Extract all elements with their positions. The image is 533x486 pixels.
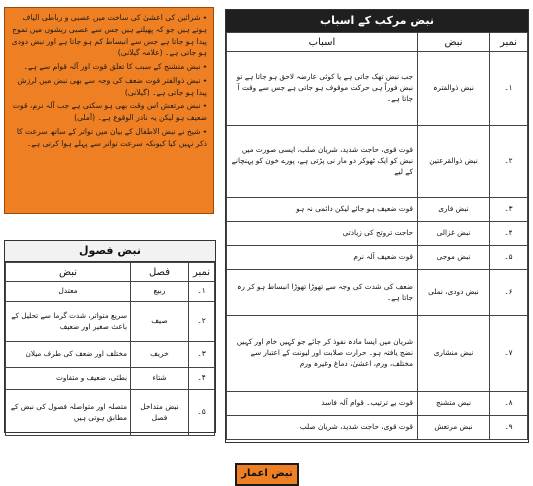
header-number: نمبر bbox=[490, 33, 528, 52]
row-pulse: نبض دودی، نملی bbox=[418, 270, 490, 316]
compound-pulse-table bbox=[225, 9, 529, 443]
season-pulse-grid bbox=[5, 262, 215, 436]
row-pulse: نبض متشنج bbox=[418, 392, 490, 416]
row-causes: قوت ضعیف ہو جائے لیکن دائمی نہ ہو bbox=[227, 198, 418, 222]
row-season: خریف bbox=[131, 342, 189, 368]
note-paragraph: ٭ نبض ذوالفتر قوت ضعف کی وجہ سے بھی نبض میں لرزش پیدا ہو جاتی ہے۔ (گیلانی) bbox=[17, 75, 207, 97]
compound-pulse-grid bbox=[226, 32, 528, 440]
header-causes: اسباب bbox=[227, 33, 418, 52]
row-causes: قوت ضعیف آلہ نرم bbox=[227, 246, 418, 270]
row-pulse: نبض غزالی bbox=[418, 222, 490, 246]
row-causes: جب نبض تھک جاتی ہے یا کوئی عارضہ لاحق ہو جاتا ہے تو نبض فوراً ہی حرکت موقوف ہو جاتی ہے جس سے وقت آ جاتا ہے۔ bbox=[227, 52, 418, 126]
row-pulse: نبض موجی bbox=[418, 246, 490, 270]
header-row bbox=[227, 33, 528, 52]
table-row bbox=[6, 368, 215, 390]
row-number: ۵۔ bbox=[189, 390, 215, 436]
note-paragraph: ٭ نبض متشنج کے سبب کا تعلق قوت اور آلہ قوام سے ہے۔ bbox=[23, 62, 207, 72]
season-table-title: نبض فصول bbox=[5, 241, 215, 262]
table-title: نبض مرکب کے اسباب bbox=[226, 10, 528, 32]
row-number: ۲۔ bbox=[490, 126, 528, 198]
row-pulse: معتدل bbox=[6, 282, 131, 302]
row-pulse: سریع متواتر، شدت گرما سے تحلیل کے باعث صغیر اور ضعیف bbox=[6, 302, 131, 342]
row-pulse: نبض ذوالفترہ bbox=[418, 52, 490, 126]
row-season: نبض متداخل فصل bbox=[131, 390, 189, 436]
table-row bbox=[227, 126, 528, 198]
table-row bbox=[227, 316, 528, 392]
table-row bbox=[227, 198, 528, 222]
table-row bbox=[6, 282, 215, 302]
row-number: ۳۔ bbox=[490, 198, 528, 222]
note-paragraph: ٭ شیخ نے نبض الاطفال کے بیان میں تواتر کے ساتھ سرعت کا ذکر نہیں کیا کیونکہ سرعت تواتر سے پہلے ہوا کرتی ہے۔ bbox=[16, 126, 207, 148]
row-pulse: بطئی، ضعیف و متفاوت bbox=[6, 368, 131, 390]
row-number: ۲۔ bbox=[189, 302, 215, 342]
row-causes: قوت قوی، حاجت شدید، شریان صلب bbox=[227, 416, 418, 440]
season-pulse-table bbox=[4, 240, 216, 433]
row-pulse: متصلہ اور متواصلہ فصول کی نبض کے مطابق ہوتی ہیں bbox=[6, 390, 131, 436]
row-pulse: نبض فاری bbox=[418, 198, 490, 222]
table-row bbox=[227, 246, 528, 270]
header-pulse: نبض bbox=[6, 263, 131, 282]
row-number: ۶۔ bbox=[490, 270, 528, 316]
row-number: ۱۔ bbox=[490, 52, 528, 126]
note-paragraph: ٭ شرائین کی اعشیٰ کی ساخت میں عصبی و رباطی الیاف ہوتے ہیں جو کہ پھیلتے ہیں جس سے عصبی ریشوں میں تموج پیدا ہو جاتا ہے جس سے انبساط کم ہو جاتا ہے اور نبض دودی ہو جاتی ہے۔ (علامہ گیلانی) bbox=[11, 13, 207, 58]
note-paragraph: ٭ نبض مرتعش اس وقت بھی ہو سکتی ہے جب آلہ نرم، قوت ضعیف ہو لیکن یہ نادر الوقوع ہے۔ (آملی) bbox=[12, 101, 207, 123]
row-causes: ضعف کی شدت کی وجہ سے تھوڑا تھوڑا انبساط ہو کر رہ جاتا ہے۔ bbox=[227, 270, 418, 316]
row-number: ۱۔ bbox=[189, 282, 215, 302]
row-number: ۴۔ bbox=[189, 368, 215, 390]
header-pulse: نبض bbox=[418, 33, 490, 52]
header-season: فصل bbox=[131, 263, 189, 282]
table-row bbox=[227, 392, 528, 416]
row-pulse: نبض منشاری bbox=[418, 316, 490, 392]
header-row bbox=[6, 263, 215, 282]
row-number: ۸۔ bbox=[490, 392, 528, 416]
row-pulse: نبض مرتعش bbox=[418, 416, 490, 440]
table-row bbox=[6, 342, 215, 368]
table-row bbox=[6, 302, 215, 342]
row-number: ۹۔ bbox=[490, 416, 528, 440]
table-row bbox=[227, 416, 528, 440]
row-causes: قوت قوی، حاجت شدید، شریان صلب، ایسی صورت میں نبض کو ایک ٹھوکر دو مار نی پڑتی ہے، پورے خون کو پہنچانے کے لیے bbox=[227, 126, 418, 198]
header-number: نمبر bbox=[189, 263, 215, 282]
table-row bbox=[227, 222, 528, 246]
row-causes: شریان میں ایسا مادہ نفوذ کر جائے جو کہیں خام اور کہیں نضج یافتہ ہو۔ حرارت صلابت اور لیونت کے اعتبار سے مختلف، ورم، اعشیٰ، دماغ وغیرہ ورم bbox=[227, 316, 418, 392]
row-season: صیف bbox=[131, 302, 189, 342]
table-row bbox=[6, 390, 215, 436]
orange-note-box bbox=[4, 7, 214, 214]
row-causes: حاجت تروتح کی زیادتی bbox=[227, 222, 418, 246]
row-number: ۷۔ bbox=[490, 316, 528, 392]
row-season: ربیع bbox=[131, 282, 189, 302]
row-pulse: نبض ذوالقرعتین bbox=[418, 126, 490, 198]
table-row bbox=[227, 270, 528, 316]
pulse-of-ages-heading: نبض اعمار bbox=[235, 463, 299, 486]
table-row bbox=[227, 52, 528, 126]
row-number: ۳۔ bbox=[189, 342, 215, 368]
row-number: ۴۔ bbox=[490, 222, 528, 246]
row-causes: قوت بے ترتیب۔ قوام آلہ فاسد bbox=[227, 392, 418, 416]
row-pulse: مختلف اور ضعف کی طرف میلان bbox=[6, 342, 131, 368]
row-number: ۵۔ bbox=[490, 246, 528, 270]
row-season: شتاء bbox=[131, 368, 189, 390]
